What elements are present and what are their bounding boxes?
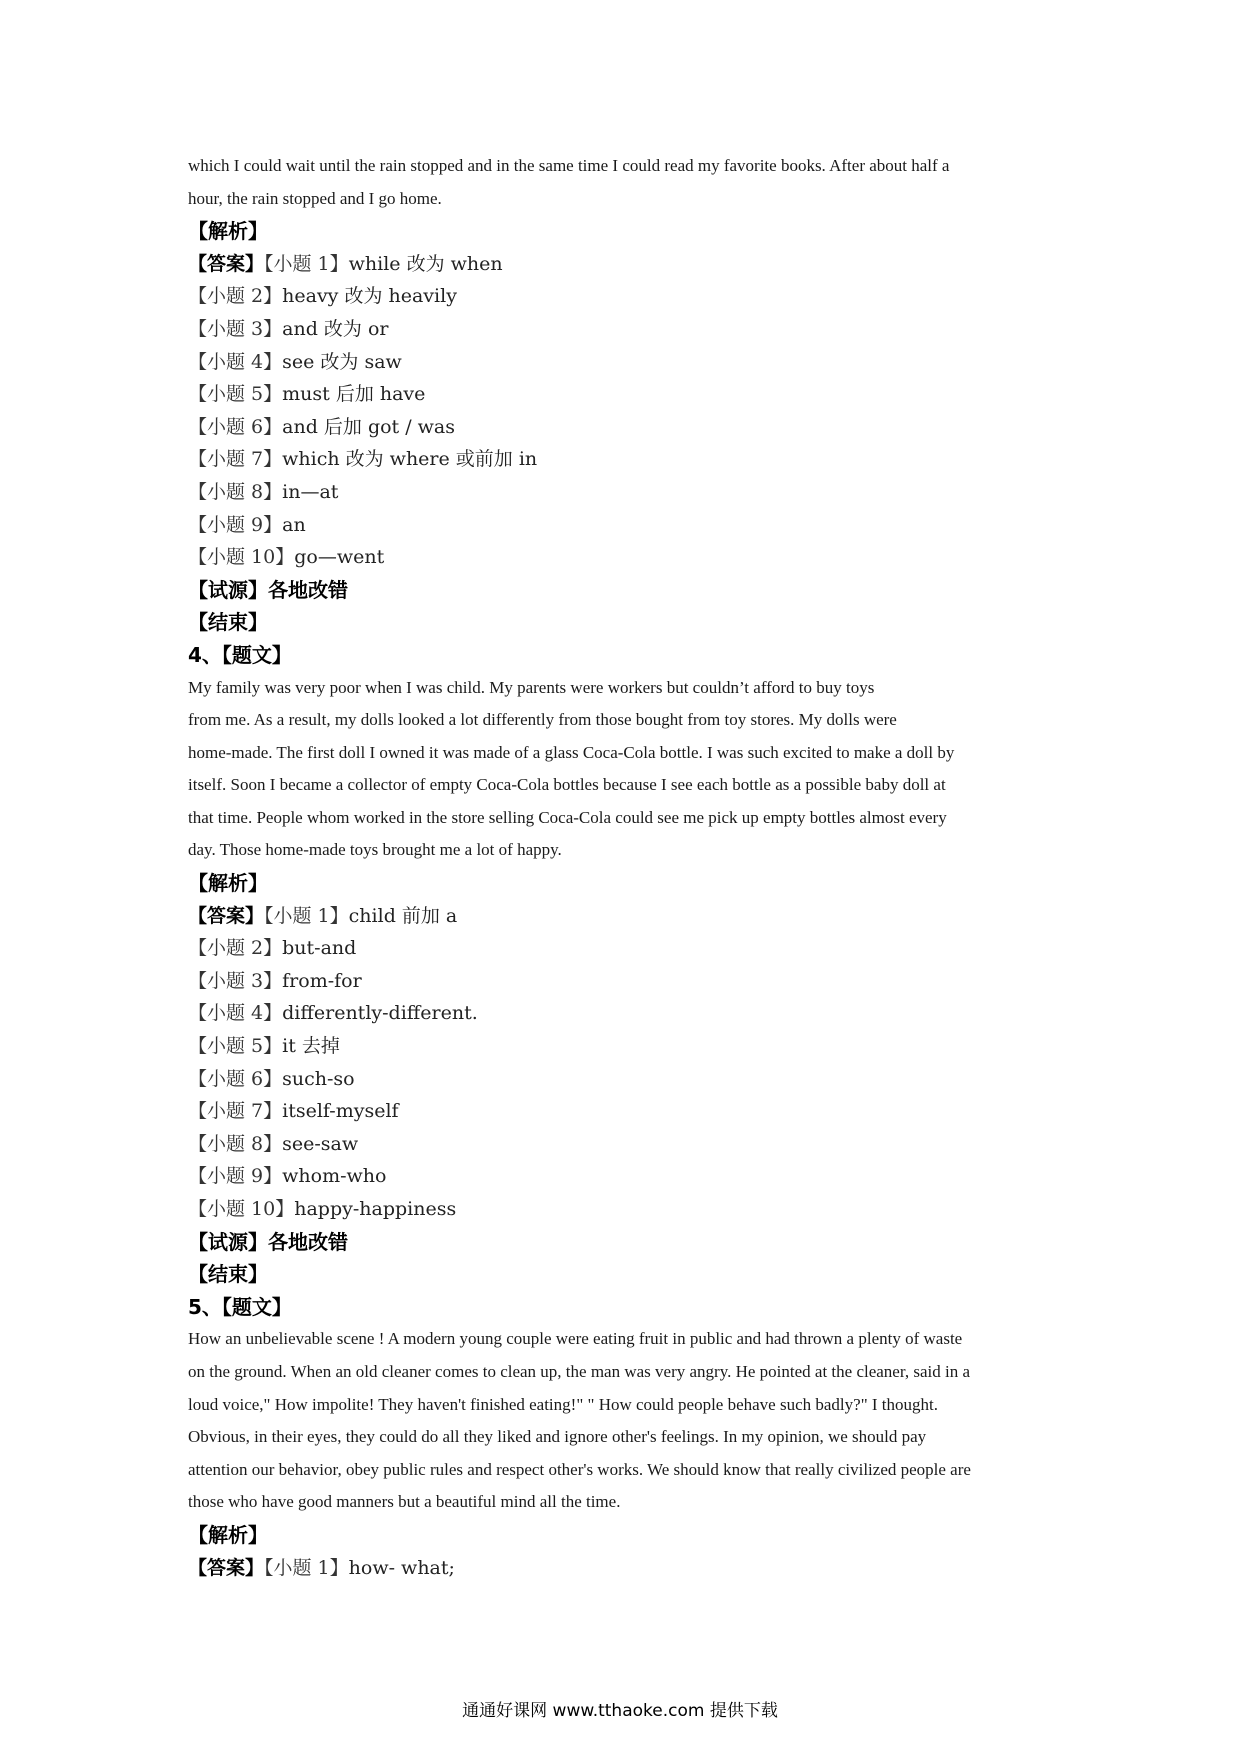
passage-line: on the ground. When an old cleaner comes to clean up, the man was very angry. He pointed at the cleaner, said in a — [188, 1361, 970, 1381]
q4-analysis-label: 【解析】 — [188, 871, 268, 896]
passage-line: itself. Soon I became a collector of empty Coca-Cola bottles because I see each bottle as a possible baby doll at — [188, 775, 946, 795]
q3-answer-8: 【小题 8】in—at — [188, 480, 339, 503]
q5-answer-1: 【答案】【小题 1】how- what; — [188, 1556, 455, 1579]
q4-answer-5: 【小题 5】it 去掉 — [188, 1035, 340, 1058]
q4-answer-8: 【小题 8】see-saw — [188, 1132, 359, 1155]
q4-answer-4: 【小题 4】differently-different. — [188, 1002, 478, 1025]
passage-line: from me. As a result, my dolls looked a lot differently from those bought from toy stores. My dolls were — [188, 710, 897, 730]
q4-answer-3: 【小题 3】from-for — [188, 969, 362, 992]
q3-source: 【试源】各地改错 — [188, 577, 348, 602]
q3-answer-5: 【小题 5】must 后加 have — [188, 383, 426, 406]
q4-answer-6: 【小题 6】such-so — [188, 1067, 355, 1090]
page-footer: 通通好课网 www.tthaoke.com 提供下载 — [462, 1701, 778, 1721]
q4-answer-7: 【小题 7】itself-myself — [188, 1100, 399, 1123]
q3-passage — [188, 150, 1058, 215]
q3-end: 【结束】 — [188, 610, 268, 635]
q3-answer-2: 【小题 2】heavy 改为 heavily — [188, 285, 457, 308]
q3-answer-7: 【小题 7】which 改为 where 或前加 in — [188, 448, 538, 471]
q4-answer-9: 【小题 9】whom-who — [188, 1165, 387, 1188]
q3-answer-3: 【小题 3】and 改为 or — [188, 317, 389, 340]
q4-passage — [188, 672, 1058, 868]
passage-line: that time. People whom worked in the store selling Coca-Cola could see me pick up empty bottles almost every — [188, 807, 947, 827]
passage-line: Obvious, in their eyes, they could do all they liked and ignore other's feelings. In my opinion, we should pay — [188, 1427, 927, 1447]
passage-line: loud voice," How impolite! They haven't finished eating!" " How could people behave such badly?" I thought. — [188, 1394, 938, 1414]
q3-answer-4: 【小题 4】see 改为 saw — [188, 350, 402, 373]
answer-label: 【答案】 — [188, 252, 265, 275]
q4-source: 【试源】各地改错 — [188, 1229, 348, 1254]
q3-answer-9: 【小题 9】an — [188, 513, 306, 536]
passage-line: attention our behavior, obey public rules and respect other's works. We should know that really civilized people are — [188, 1459, 971, 1479]
q4-heading: 4、【题文】 — [188, 642, 292, 667]
passage-line: My family was very poor when I was child. My parents were workers but couldn’t afford to buy toys — [188, 677, 875, 697]
q4-answer-1: 【答案】【小题 1】child 前加 a — [188, 904, 458, 927]
passage-line: which I could wait until the rain stopped and in the same time I could read my favorite books. After about half a — [188, 156, 950, 175]
q5-analysis-label: 【解析】 — [188, 1522, 268, 1547]
passage-line: day. Those home-made toys brought me a lot of happy. — [188, 840, 562, 860]
answer-label: 【答案】 — [188, 904, 265, 927]
q5-passage — [188, 1323, 1058, 1519]
q4-end: 【结束】 — [188, 1262, 268, 1287]
q3-answer-1: 【答案】【小题 1】while 改为 when — [188, 252, 503, 275]
q4-answer-2: 【小题 2】but-and — [188, 937, 357, 960]
passage-line: home-made. The first doll I owned it was made of a glass Coca-Cola bottle. I was such excited to make a doll by — [188, 742, 955, 762]
passage-line: those who have good manners but a beautiful mind all the time. — [188, 1492, 621, 1512]
q5-heading: 5、【题文】 — [188, 1294, 292, 1319]
q3-answer-10: 【小题 10】go—went — [188, 546, 385, 569]
answer-label: 【答案】 — [188, 1556, 265, 1579]
q3-answer-6: 【小题 6】and 后加 got / was — [188, 415, 456, 438]
passage-line: How an unbelievable scene ! A modern young couple were eating fruit in public and had thrown a plenty of waste — [188, 1329, 963, 1349]
document-page — [188, 150, 1058, 1584]
q4-answer-10: 【小题 10】happy-happiness — [188, 1198, 457, 1220]
passage-line: hour, the rain stopped and I go home. — [188, 188, 442, 208]
q3-analysis-label: 【解析】 — [188, 219, 268, 244]
